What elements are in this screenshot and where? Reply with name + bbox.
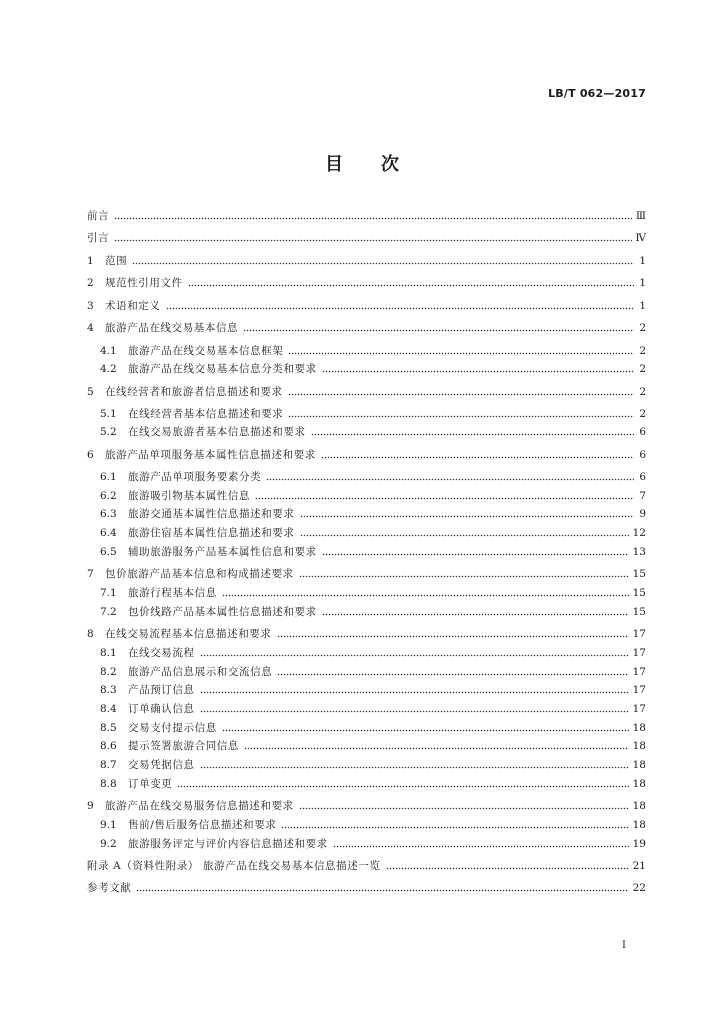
toc-entry-page: 18 [632, 819, 646, 831]
dot-leader [136, 889, 628, 892]
toc-entry-title: 包价旅游产品基本信息和构成描述要求 [105, 568, 294, 580]
toc-entry-number: 7.2 [100, 606, 117, 618]
toc-entry-page: 18 [632, 800, 646, 812]
toc-entry-page: 6 [639, 449, 646, 461]
toc-entry-page: 2 [639, 408, 646, 420]
toc-entry[interactable] [100, 817, 646, 833]
toc-entry-page: 2 [639, 386, 646, 398]
toc-entry[interactable] [87, 447, 646, 463]
dot-leader [200, 710, 629, 713]
toc-entry[interactable] [100, 701, 646, 717]
toc-entry-number: 8 [87, 628, 94, 640]
toc-entry[interactable] [87, 858, 646, 874]
toc-entry[interactable] [100, 720, 646, 736]
toc-entry-title: 旅游产品单项服务基本属性信息描述和要求 [105, 449, 316, 461]
dot-leader [322, 370, 634, 373]
toc-entry-page: 1 [639, 255, 646, 267]
toc-entry-number: 8.3 [100, 684, 117, 696]
toc-entry[interactable] [100, 585, 646, 601]
toc-entry-number: 4.2 [100, 363, 117, 375]
toc-entry-title: 引言 [87, 232, 110, 244]
toc-entry[interactable] [87, 320, 646, 336]
toc-entry-page: 7 [639, 490, 646, 502]
dot-leader [386, 867, 629, 870]
dot-leader [277, 673, 628, 676]
dot-leader [244, 747, 629, 750]
dot-leader [322, 613, 629, 616]
toc-entry-number: 7 [87, 568, 94, 580]
dot-leader [266, 478, 634, 481]
toc-entry-page: 2 [639, 363, 646, 375]
toc-entry-page: 1 [639, 300, 646, 312]
toc-entry-page: 13 [632, 546, 646, 558]
toc-entry-number: 9 [87, 800, 94, 812]
dot-leader [299, 807, 629, 810]
toc-entry-title: 旅游产品在线交易基本信息框架 [128, 345, 284, 357]
dot-leader [188, 284, 634, 287]
toc-entry-number: 6.4 [100, 527, 117, 539]
toc-entry[interactable] [87, 880, 646, 896]
toc-entry-page: 15 [632, 587, 646, 599]
toc-entry-title: 参考文献 [87, 882, 132, 894]
toc-entry-page: 18 [632, 778, 646, 790]
toc-entry[interactable] [87, 208, 646, 224]
toc-entry[interactable] [100, 645, 646, 661]
dot-leader [277, 635, 629, 638]
toc-entry[interactable] [100, 664, 646, 680]
toc-entry-title: 订单确认信息 [128, 703, 195, 715]
toc-entry[interactable] [87, 275, 646, 291]
toc-entry-page: 17 [632, 628, 646, 640]
toc-entry-page: 2 [639, 322, 646, 334]
toc-entry-title: 范围 [105, 255, 128, 267]
toc-entry[interactable] [100, 682, 646, 698]
toc-entry-number: 6 [87, 449, 94, 461]
toc-entry[interactable] [100, 424, 646, 440]
toc-entry-number: 6.2 [100, 490, 117, 502]
toc-entry-title: 旅游产品在线交易服务信息描述和要求 [105, 800, 294, 812]
toc-entry-number: 3 [87, 300, 94, 312]
toc-entry-title: 旅游吸引物基本属性信息 [128, 490, 251, 502]
page-number: I [622, 940, 626, 951]
toc-entry-page: 18 [632, 722, 646, 734]
toc-entry[interactable] [100, 836, 646, 852]
dot-leader [222, 729, 629, 732]
toc-entry-number: 8.2 [100, 666, 117, 678]
toc-entry-page: 12 [632, 527, 646, 539]
toc-entry-page: Ⅲ [635, 210, 646, 222]
toc-entry-title: 在线交易旅游者基本信息描述和要求 [128, 426, 306, 438]
dot-leader [255, 497, 634, 500]
toc-entry-page: 18 [632, 740, 646, 752]
dot-leader [166, 307, 635, 310]
dot-leader [288, 352, 634, 355]
toc-entry-page: 18 [632, 759, 646, 771]
toc-entry[interactable] [87, 626, 646, 642]
toc-entry[interactable] [87, 384, 646, 400]
toc-entry-page: 15 [632, 568, 646, 580]
dot-leader [321, 456, 634, 459]
dot-leader [311, 433, 634, 436]
toc-entry-title: 旅游产品信息展示和交流信息 [128, 666, 273, 678]
page-title-char-1: 目 [325, 154, 343, 175]
toc-entry-number: 6.3 [100, 508, 117, 520]
toc-entry-page: 17 [632, 684, 646, 696]
toc-entry-title: 交易凭据信息 [128, 759, 195, 771]
dot-leader [288, 415, 634, 418]
toc-entry[interactable] [100, 343, 646, 359]
dot-leader [300, 534, 629, 537]
toc-entry-page: 17 [632, 666, 646, 678]
page-title-char-2: 次 [381, 154, 399, 175]
dot-leader [177, 785, 628, 788]
toc-entry-number: 8.4 [100, 703, 117, 715]
toc-entry-title: 售前/售后服务信息描述和要求 [128, 819, 277, 831]
toc-entry-title: 旅游产品在线交易基本信息 [105, 322, 239, 334]
toc-entry[interactable] [100, 361, 646, 377]
dot-leader [288, 393, 634, 396]
toc-entry-page: Ⅳ [635, 232, 646, 244]
toc-entry-page: 19 [632, 838, 646, 850]
toc-entry-title: 术语和定义 [105, 300, 161, 312]
toc-entry-title: 辅助旅游服务产品基本属性信息和要求 [128, 546, 317, 558]
toc-entry[interactable] [100, 525, 646, 541]
dot-leader [114, 217, 632, 220]
dot-leader [281, 826, 628, 829]
toc-entry-title: 交易支付提示信息 [128, 722, 217, 734]
toc-entry[interactable] [100, 544, 646, 560]
dot-leader [333, 845, 629, 848]
toc-entry-page: 17 [632, 647, 646, 659]
dot-leader [114, 239, 631, 242]
dot-leader [243, 329, 634, 332]
dot-leader [322, 553, 629, 556]
toc-entry-number: 8.5 [100, 722, 117, 734]
dot-leader [200, 766, 629, 769]
toc-entry-title: 规范性引用文件 [105, 277, 183, 289]
toc-entry-number: 4.1 [100, 345, 117, 357]
toc-entry-title: 旅游产品在线交易基本信息分类和要求 [128, 363, 317, 375]
dot-leader [299, 575, 629, 578]
toc-entry-page: 9 [639, 508, 646, 520]
toc-entry-title: 在线交易流程基本信息描述和要求 [105, 628, 272, 640]
toc-entry-number: 5 [87, 386, 94, 398]
toc-entry-number: 1 [87, 255, 94, 267]
standard-code: LB/T 062—2017 [548, 87, 646, 100]
toc-entry-page: 6 [639, 471, 646, 483]
toc-entry[interactable] [87, 230, 646, 246]
toc-entry-number: 6.1 [100, 471, 117, 483]
dot-leader [132, 262, 634, 265]
toc-entry-page: 2 [639, 345, 646, 357]
toc-entry-page: 15 [632, 606, 646, 618]
dot-leader [222, 594, 629, 597]
toc-entry-number: 5.1 [100, 408, 117, 420]
toc-entry[interactable] [87, 566, 646, 582]
toc-entry-number: 8.6 [100, 740, 117, 752]
toc-entry-title: 在线经营者和旅游者信息描述和要求 [105, 386, 283, 398]
toc-entry-title: 提示签署旅游合同信息 [128, 740, 239, 752]
toc-entry-page: 22 [632, 882, 646, 894]
toc-entry-number: 8.8 [100, 778, 117, 790]
toc-entry[interactable] [100, 757, 646, 773]
toc-entry-title: 订单变更 [128, 778, 173, 790]
toc-entry[interactable] [87, 798, 646, 814]
toc-entry-title: 包价线路产品基本属性信息描述和要求 [128, 606, 317, 618]
toc-entry-title: 旅游住宿基本属性信息描述和要求 [128, 527, 295, 539]
toc-entry-page: 17 [632, 703, 646, 715]
toc-entry-title: 旅游产品单项服务要素分类 [128, 471, 262, 483]
toc-entry-number: 9.1 [100, 819, 117, 831]
toc-entry-title: 在线经营者基本信息描述和要求 [128, 408, 284, 420]
toc-entry[interactable] [100, 488, 646, 504]
toc-entry-number: 4 [87, 322, 94, 334]
toc-entry-page: 6 [639, 426, 646, 438]
toc-entry[interactable] [100, 469, 646, 485]
toc-entry[interactable] [100, 406, 646, 422]
toc-entry-number: 8.1 [100, 647, 117, 659]
toc-entry-number: 8.7 [100, 759, 117, 771]
toc-entry[interactable] [100, 604, 646, 620]
page-title [0, 150, 724, 176]
toc-entry-page: 21 [632, 860, 646, 872]
toc-entry-number: 5.2 [100, 426, 117, 438]
toc-entry-page: 1 [639, 277, 646, 289]
toc-entry-title: 前言 [87, 210, 110, 222]
toc-entry-title: 在线交易流程 [128, 647, 195, 659]
toc-entry-number: 6.5 [100, 546, 117, 558]
toc-entry[interactable] [100, 738, 646, 754]
toc-entry-number: 2 [87, 277, 94, 289]
toc-entry-title: 旅游交通基本属性信息描述和要求 [128, 508, 295, 520]
toc-entry-title: 旅游服务评定与评价内容信息描述和要求 [128, 838, 328, 850]
toc-entry[interactable] [100, 506, 646, 522]
dot-leader [300, 515, 635, 518]
toc-entry-number: 9.2 [100, 838, 117, 850]
toc-entry-title: 旅游行程基本信息 [128, 587, 217, 599]
dot-leader [200, 654, 629, 657]
toc-entry-number: 7.1 [100, 587, 117, 599]
toc-entry[interactable] [87, 253, 646, 269]
toc-entry[interactable] [87, 298, 646, 314]
toc-entry-title: 产品预订信息 [128, 684, 195, 696]
toc-entry-title: 附录 A（资料性附录） 旅游产品在线交易基本信息描述一览 [87, 860, 381, 872]
toc-entry[interactable] [100, 776, 646, 792]
dot-leader [200, 691, 629, 694]
